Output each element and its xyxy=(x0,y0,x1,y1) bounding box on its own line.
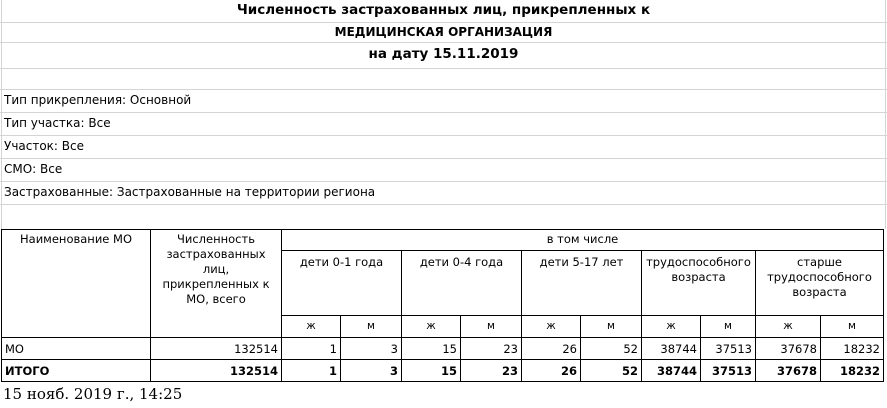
cell-value: 26 xyxy=(522,360,581,382)
row-total: 132514 xyxy=(151,360,282,382)
cell-value: 52 xyxy=(581,360,642,382)
cell-value: 52 xyxy=(581,338,642,360)
sex-header-male: м xyxy=(821,316,884,338)
row-mo-name: МО xyxy=(2,338,151,360)
organization-name: МЕДИЦИНСКАЯ ОРГАНИЗАЦИЯ xyxy=(334,25,553,39)
group-header-children-5-17: дети 5-17 лет xyxy=(522,251,642,316)
row-total: 132514 xyxy=(151,338,282,360)
cell-value: 1 xyxy=(282,360,341,382)
group-header-children-0-4: дети 0-4 года xyxy=(402,251,522,316)
sex-header-female: ж xyxy=(282,316,341,338)
param-site-type: Тип участка: Все xyxy=(4,116,111,130)
sex-header-male: м xyxy=(701,316,756,338)
report-title: Численность застрахованных лиц, прикрепленных к xyxy=(236,2,651,18)
cell-value: 37513 xyxy=(701,360,756,382)
param-attach-type: Тип прикрепления: Основной xyxy=(4,93,192,107)
col-header-mo-name: Наименование МО xyxy=(2,230,151,338)
grid-line xyxy=(0,181,887,182)
cell-value: 15 xyxy=(402,360,461,382)
cell-value: 1 xyxy=(282,338,341,360)
print-timestamp: 15 нояб. 2019 г., 14:25 xyxy=(3,385,183,403)
cell-value: 26 xyxy=(522,338,581,360)
sex-header-female: ж xyxy=(402,316,461,338)
cell-value: 23 xyxy=(461,360,522,382)
sex-header-male: м xyxy=(461,316,522,338)
grid-line xyxy=(0,68,887,69)
grid-line xyxy=(0,204,887,205)
sex-header-female: ж xyxy=(522,316,581,338)
table-row xyxy=(2,338,884,360)
cell-value: 18232 xyxy=(821,360,884,382)
cell-value: 37678 xyxy=(756,338,821,360)
param-smo: СМО: Все xyxy=(4,162,63,176)
grid-line xyxy=(0,89,887,90)
sex-header-male: м xyxy=(341,316,402,338)
group-header-over-working-age: старше трудоспособного возраста xyxy=(756,251,884,316)
table-row-total xyxy=(2,360,884,382)
cell-value: 37513 xyxy=(701,338,756,360)
param-site: Участок: Все xyxy=(4,139,85,153)
param-insured: Застрахованные: Застрахованные на территории региона xyxy=(4,185,376,199)
col-header-including: в том числе xyxy=(282,230,884,251)
sex-header-female: ж xyxy=(756,316,821,338)
cell-value: 3 xyxy=(341,338,402,360)
cell-value: 23 xyxy=(461,338,522,360)
row-total-label: ИТОГО xyxy=(2,360,151,382)
grid-line xyxy=(0,42,887,43)
group-header-working-age: трудоспособного возраста xyxy=(642,251,756,316)
cell-value: 18232 xyxy=(821,338,884,360)
cell-value: 38744 xyxy=(642,360,701,382)
cell-value: 3 xyxy=(341,360,402,382)
report-table xyxy=(1,229,884,382)
sex-header-female: ж xyxy=(642,316,701,338)
group-header-children-0-1: дети 0-1 года xyxy=(282,251,402,316)
sex-header-male: м xyxy=(581,316,642,338)
grid-line xyxy=(0,158,887,159)
col-header-total: Численность застрахованных лиц, прикрепленных к МО, всего xyxy=(151,230,282,338)
cell-value: 38744 xyxy=(642,338,701,360)
cell-value: 15 xyxy=(402,338,461,360)
grid-line xyxy=(0,22,887,23)
report-date: на дату 15.11.2019 xyxy=(368,46,519,62)
cell-value: 37678 xyxy=(756,360,821,382)
grid-line xyxy=(0,112,887,113)
grid-line xyxy=(0,135,887,136)
